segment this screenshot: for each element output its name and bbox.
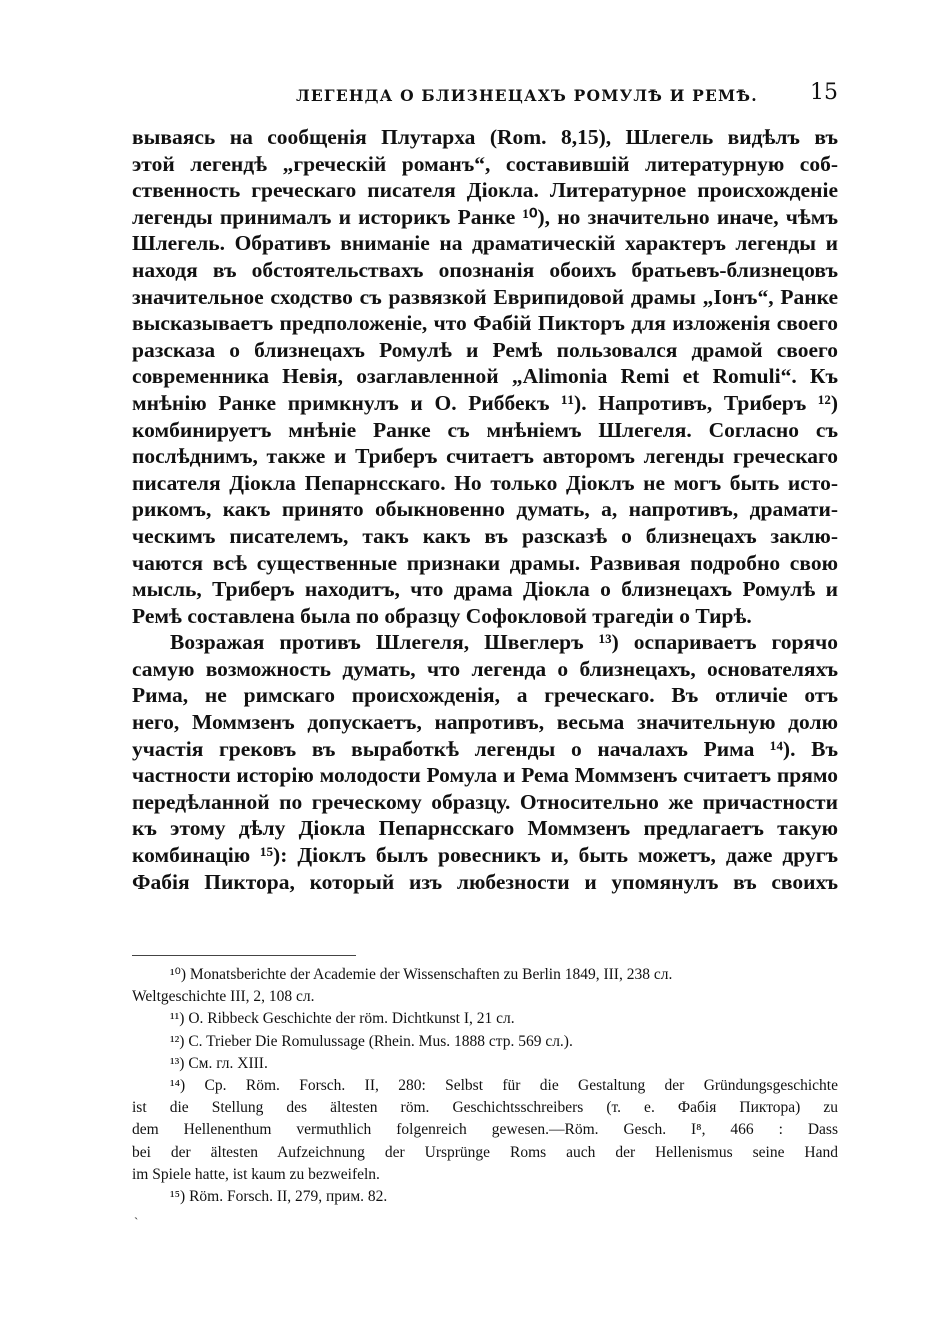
footnote-line: ¹⁵) Röm. Forsch. II, 279, прим. 82. [170, 1188, 388, 1206]
text-line: ческимъ писателемъ, такъ какъ въ разсказѣ о близнецахъ заклю- [132, 523, 838, 548]
footnote-line: ist die Stellung des ältesten röm. Geschichtsschreibers (т. е. Фабія Пиктора) zu [132, 1099, 838, 1117]
text-line: Шлегель. Обративъ вниманіе на драматическій характеръ легенды и [132, 231, 838, 256]
text-line: разсказа о близнецахъ Ромулѣ и Ремѣ пользовался драмой своего [132, 337, 838, 362]
page-header [296, 80, 838, 110]
footnote-line: ¹³) См. гл. XIII. [170, 1054, 268, 1072]
text-line: мысль, Триберъ находитъ, что драма Діокла о близнецахъ Ромулѣ и [132, 577, 838, 602]
footnote-divider [132, 955, 356, 956]
text-line: чаются всѣ существенные признаки драмы. Развивая подробно свою [132, 550, 838, 575]
text-line: самую возможность думать, что легенда о близнецахъ, основателяхъ [132, 656, 838, 681]
text-line: комбинируетъ мнѣніе Ранке съ мнѣніемъ Шлегеля. Согласно съ [132, 417, 838, 442]
footnotes [132, 964, 838, 1208]
text-line: значительное сходство съ развязкой Еврипидовой драмы „Іонъ“, Ранке [132, 284, 838, 309]
text-line: писателя Діокла Пепарнсскаго. Но только Діоклъ не могъ быть исто- [132, 470, 838, 495]
footnote-line: ¹⁴) Ср. Röm. Forsch. II, 280: Selbst für die Gestaltung der Gründungsgeschichte [170, 1077, 838, 1095]
text-line: комбинацію ¹⁵): Діоклъ былъ ровесникъ и, быть можетъ, даже другъ [132, 843, 838, 868]
footnote-line: ¹¹) O. Ribbeck Geschichte der röm. Dichtkunst I, 21 сл. [170, 1010, 515, 1028]
print-speck: ˎ [134, 1206, 139, 1221]
running-title: ЛЕГЕНДА О БЛИЗНЕЦАХЪ РОМУЛѢ И РЕМѢ. [296, 86, 758, 105]
text-line: къ этому дѣлу Діокла Пепарнсскаго Моммзенъ предлагаетъ такую [132, 816, 838, 841]
footnote-line: Weltgeschichte III, 2, 108 сл. [132, 988, 315, 1006]
text-line: послѣднимъ, также и Триберъ считаетъ авторомъ легенды греческаго [132, 444, 838, 469]
text-line: мнѣнію Ранке примкнулъ и О. Риббекъ ¹¹). Напротивъ, Триберъ ¹²) [132, 390, 838, 415]
text-line: легенды принималъ и историкъ Ранке ¹⁰), но значительно иначе, чѣмъ [132, 204, 838, 229]
text-line: передѣланной по греческому образцу. Относительно же причастности [132, 789, 838, 814]
footnote-line: im Spiele hatte, ist kaum zu bezweifeln. [132, 1165, 380, 1183]
text-line: ственность греческаго писателя Діокла. Литературное происхожденіе [132, 178, 838, 203]
text-line: Ремѣ составлена была по образцу Софокловой трагедіи о Тирѣ. [132, 603, 752, 628]
text-line: высказываетъ предположеніе, что Фабій Пикторъ для изложенія своего [132, 311, 838, 336]
text-line: частности исторію молодости Ромула и Рема Моммзенъ считаетъ прямо [132, 763, 838, 788]
text-line: Рима, не римскаго происхожденія, а греческаго. Въ отличіе отъ [132, 683, 838, 708]
text-line: этой легендѣ „греческій романъ“, составившій литературную соб- [132, 151, 838, 176]
text-line: Возражая противъ Шлегеля, Швеглеръ ¹³) оспариваетъ горячо [170, 630, 838, 655]
footnote-line: bei der ältesten Aufzeichnung der Ursprünge Roms auch der Hellenismus seine Hand [132, 1143, 838, 1161]
text-line: вываясь на сообщенія Плутарха (Rom. 8,15), Шлегель видѣлъ въ [132, 125, 838, 149]
text-line: современника Невія, озаглавленной „Alimonia Remi et Romuli“. Къ [132, 364, 838, 389]
footnote-line: ¹²) C. Trieber Die Romulussage (Rhein. Mus. 1888 стр. 569 сл.). [170, 1032, 573, 1050]
text-line: находя въ обстоятельствахъ опознанія обоихъ братьевъ-близнецовъ [132, 257, 838, 282]
text-line: Фабія Пиктора, который изъ любезности и упомянулъ въ своихъ [132, 869, 838, 894]
text-line: него, Моммзенъ допускаетъ, напротивъ, весьма значительную долю [132, 710, 838, 735]
footnote-line: ¹⁰) Monatsberichte der Academie der Wissenschaften zu Berlin 1849, III, 238 сл. [170, 966, 673, 983]
page-number: 15 [810, 80, 838, 105]
text-line: участія грековъ въ выработкѣ легенды о началахъ Рима ¹⁴). Въ [132, 736, 838, 761]
text-line: рикомъ, какъ принято обыкновенно думать, а, напротивъ, драмати- [132, 497, 838, 522]
footnote-line: dem Hellenenthum vermuthlich folgenreich gewesen.—Röm. Gesch. I⁸, 466 : Dass [132, 1121, 838, 1139]
main-text [132, 124, 838, 895]
